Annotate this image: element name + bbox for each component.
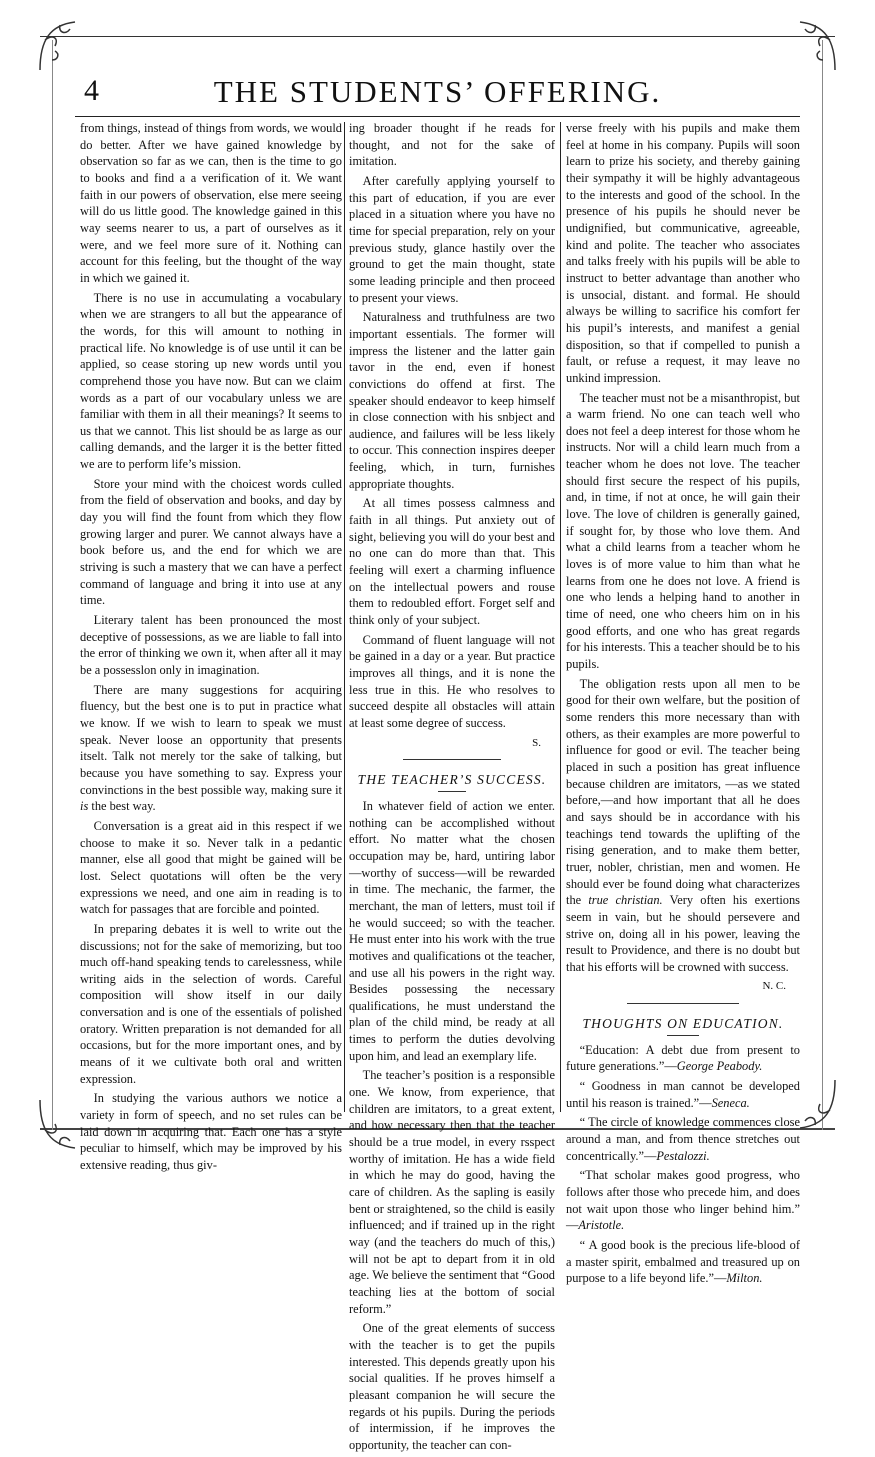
- column-divider: [344, 122, 345, 1112]
- paragraph-text: the best way.: [91, 799, 156, 814]
- paragraph: verse freely with his pupils and make them feel at home in his company. Pupils will soon learn to prize his society, and thereby gaining their sympathy it will be highly advantageous to the interests and good of the school. In the presence of his pupils he should never be undignified, but communicative, agreeable, kind and polite. The teacher who associates and talks freely with his pupils will be able to instruct to better advantage than another who is unsocial, distant. and formal. He should always be willing to sacrifice his comfort fer his pupil’s interests, and manifest a genial disposition, so that if compelled to punish a fault, or refuse a request, it may leave no unkind impression.: [566, 121, 800, 385]
- quote-text: “ A good book is the precious life-blood of a master spirit, embalmed and treasured up on purpose to a life beyond life.”—: [566, 1238, 800, 1286]
- paragraph: ing broader thought if he reads for thought, and not for the sake of imitation.: [349, 121, 555, 169]
- heading-rule: [438, 791, 467, 792]
- header-rule: [75, 116, 800, 117]
- quote-author: Aristotle.: [578, 1218, 625, 1233]
- section-rule: [627, 1003, 739, 1004]
- quote: [566, 1114, 800, 1164]
- column-2: [349, 120, 555, 1457]
- paragraph-text: There are many suggestions for acquiring fluency, but the best one is to put in practice what we know. If we wish to learn to speak we must speak. Never loose an opportunity that presents itselt. Talk not merely tor the sake of talking, but because you have something to say. Express your convinctions in the best possible way, making sure it: [80, 682, 342, 797]
- paragraph: Store your mind with the choicest words culled from the field of observation and books, and day by day you will find the fount from which they flow growing larger and purer. We cannot always have a book before us, and the end for which we are striving is such a mastery that we can have a perfect command of language and bring it into use at any time.: [80, 476, 342, 608]
- paragraph: After carefully applying yourself to this part of education, if you are ever placed in a situation where you have no time for special preparation, rely on your previous study, glance hastily over the ground to get the main thought, state some leading principle and then proceed to present your views.: [349, 173, 555, 305]
- paragraph: In whatever field of action we enter. nothing can be accomplished without effort. No matter what the chosen occupation may be, hard, untiring labor—worthy of success—will be rewarded in time. The mechanic, the farmer, the merchant, the man of letters, must toil if he would succeed; so with the teacher. He must enter into his work with the true motives and qualifications ot the teacher, and use all his powers in the right way. Besides possessing the necessary qualifications, he must understand the plan of the child mind, be ready at all times to perform the duties devolving upon him, and lead an exemplary life.: [349, 798, 555, 1063]
- paragraph-text: Very often his exertions seem in vain, but he should persevere and strive on, doing all in his power, leaving the result to Providence, and there is no doubt but that his efforts will be crowned with success.: [566, 893, 800, 974]
- paragraph: Conversation is a great aid in this respect if we choose to make it so. Never talk in a pedantic manner, else all good that might be gained will be lost. Select quotations will often be the very expressions we need, and one aim in reading is to watch for passages that are forcible and pointed.: [80, 818, 342, 917]
- column-divider: [560, 122, 561, 1112]
- quote-author: Pestalozzi.: [656, 1148, 710, 1163]
- quote-author: George Peabody.: [676, 1059, 763, 1074]
- quote-text: “ Goodness in man cannot be developed until his reason is trained.”—: [566, 1079, 800, 1110]
- quote: [566, 1237, 800, 1287]
- paragraph: In studying the various authors we notice a variety in form of speech, and no set rules can be laid down in acquiring that. Each one has a style peculiar to himself, which may be improved by his extensive reading, thus giv-: [80, 1091, 342, 1173]
- paragraph: from things, instead of things from words, we would do better. After we have gained knowledge by observation so far as we can, then is the time to go to books and find a a verification of it. We want faith in our powers of observation, else mere seeing will do us little good. The knowledge gained in this way seems nearer to us, a part of ourselves as it were, and we feel more sure of it. Nothing can account for this feeling, but the thought of the way in which we gained it.: [80, 121, 342, 285]
- page-number: 4: [84, 74, 99, 107]
- emphasis: is: [80, 799, 89, 814]
- section-heading: THOUGHTS ON EDUCATION.: [582, 1016, 784, 1032]
- quote-text: “That scholar makes good progress, who follows after those who precede him, and does not wait upon those who linger behind him.” —: [566, 1168, 800, 1233]
- signature-text: N. C.: [762, 980, 786, 993]
- paragraph: One of the great elements of success with the teacher is to get the pupils interested. This depends greatly upon his social qualities. If he proves himself a pleasant companion he will secure the regards ot his pupils. During the periods of intermission, if he improves the opportunity, the teacher can con-: [349, 1321, 555, 1452]
- paragraph: Naturalness and truthfulness are two important essentials. The former will impress the listener and the latter gain tavor in the end, even if honest convictions do offend at first. The speaker should endeavor to keep himself in close connection with his snbject and audience, and failures will be less likely to occur. This connection inspires deeper feeling, which, in turn, furnishes appropriate thoughts.: [349, 310, 555, 491]
- corner-ornament-icon: [30, 10, 100, 80]
- quote: [566, 1078, 800, 1111]
- top-border: [40, 36, 835, 37]
- section-rule: [403, 759, 502, 760]
- paragraph: [80, 682, 342, 815]
- emphasis: true christian.: [588, 893, 663, 908]
- corner-ornament-icon: [775, 10, 845, 80]
- paragraph: The teacher’s position is a responsible one. We know, from experience, that children are imitators, to a great extent, and how necessary then that the teacher should be a true model, in every rsspect worthy of imitation. He has a wide field in which he may do good, having the care of children. As the sapling is easily bent or straightened, so the child is easily influenced; and if trained up in the right way (and the teachers do much of this,) will not be apt to depart from it in old age. We believe the sentiment that “Good teaching lies at the bottom of social reform.”: [349, 1068, 555, 1316]
- paragraph: In preparing debates it is well to write out the discussions; not for the sake of memorizing, but too much off-hand speaking tends to carelessness, while writing aids in the selection of words. Careful composition will show itself in our daily conversation and is one of the essentials of polished oratory. Written preparation is not demanded for all occasions, but for the more important ones, and by means of it we cultivate both oral and written expression.: [80, 921, 342, 1086]
- signature: [349, 735, 555, 752]
- signature-text: S.: [532, 736, 541, 749]
- paragraph-text: The obligation rests upon all men to be good for their own welfare, but the position of some renders this more necessary than with others, as their examples are more powerful to influence for good or evil. The teacher being placed in such a position has great influence because children are imitators, —as we stated before,—and how important that all he does and says should be in accordance with his teachings tend towards the uplifting of the rising generation, and to make them better, truer, nobler, christian, men and women. He should ever be found doing what characterizes the: [566, 676, 800, 908]
- quote-author: Seneca.: [711, 1095, 750, 1110]
- paragraph: The teacher must not be a misanthropist, but a warm friend. No one can teach well who does not feel a deep interest for those whom he instructs. Nor will a child learn much from a teacher whom he does not love. The teacher should first secure the respect of his pupils, and, in time, if not at once, he will gain their love. The love of children is generally gained, if sought for, by those who love them. And what a child learns from a teacher whom he loves is of more value to him than what he learns from one he does not love. A friend is one who lends a helping hand to another in time of need, one who cheers him on in his good efforts, and one who has great regards for his interests. This a teacher should be to his pupils.: [566, 390, 800, 671]
- paragraph: There is no use in accumulating a vocabulary when we are strangers to all but the appearance of the words, for this will amount to nothing in practical life. No knowledge is of use until it can be applied, so cease storing up new words until you comprehend those you have now. But can we claim words as a part of our vocabulary unless we are familiar with them in all their meanings? It seems to us that we cannot. This list should be as large as our calling demands, and the larger it is the better fitted we are to perform life’s mission.: [80, 290, 342, 472]
- masthead-title: THE STUDENTS’ OFFERING.: [213, 74, 662, 109]
- quote: [566, 1167, 800, 1234]
- column-1: [80, 120, 342, 1177]
- quote-text: “Education: A debt due from present to future generations.”—: [566, 1042, 800, 1074]
- paragraph: At all times possess calmness and faith in all things. Put anxiety out of sight, believing you will do your best and no one can do more than that. This feeling will exert a charming influence on the intellectual powers and rouse them to redoubled effort. Forget self and think only of your subject.: [349, 496, 555, 628]
- paragraph: Literary talent has been pronounced the most deceptive of possessions, as we are liable to fall into the error of thinking we own it, when after all it may be a possesslon only in imagination.: [80, 613, 342, 677]
- heading-rule: [667, 1035, 700, 1036]
- signature: [566, 978, 800, 995]
- quote-author: Milton.: [726, 1271, 763, 1286]
- column-3: [566, 120, 800, 1290]
- paragraph: Command of fluent language will not be gained in a day or a year. But practice improves all things, and it is none the less true in this. He who resolves to succeed despite all obstacles will attain at least some degree of success.: [349, 632, 555, 730]
- left-border: [52, 40, 53, 1130]
- quote: [566, 1042, 800, 1075]
- section-heading: THE TEACHER’S SUCCESS.: [357, 772, 547, 788]
- quote-text: “ The circle of knowledge commences close around a man, and from thence stretches out concentrically.”—: [566, 1115, 800, 1163]
- right-border: [822, 40, 823, 1130]
- paragraph: [566, 676, 800, 976]
